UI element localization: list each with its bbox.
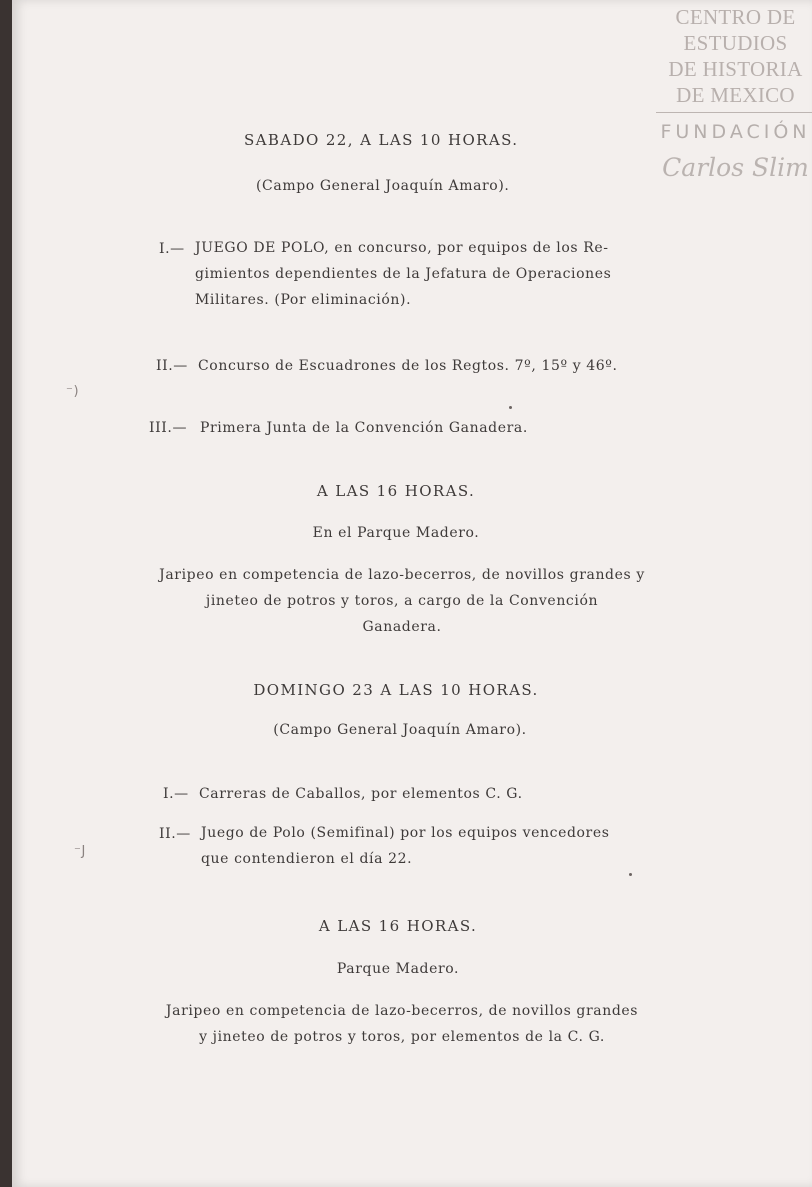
document-page xyxy=(12,0,812,1187)
margin-mark: ⁻J xyxy=(74,844,86,859)
sunday-afternoon-heading: A LAS 16 HORAS. xyxy=(318,917,478,935)
saturday-location: (Campo General Joaquín Amaro). xyxy=(256,178,510,194)
jaripeo-line: y jineteo de potros y toros, por elementos de la C. G. xyxy=(199,1029,605,1045)
item-line: que contendieron el día 22. xyxy=(201,851,413,867)
watermark-line: DE HISTORIA xyxy=(668,57,803,81)
saturday-jaripeo xyxy=(132,562,672,640)
sunday-jaripeo xyxy=(122,998,682,1050)
watermark-divider xyxy=(656,112,812,113)
saturday-afternoon-location: En el Parque Madero. xyxy=(312,525,480,541)
item-line: JUEGO DE POLO, en concurso, por equipos de los Re- xyxy=(195,240,609,256)
item-number: III.— xyxy=(149,420,188,436)
watermark-fundacion: FUNDACIÓN xyxy=(660,121,811,143)
watermark-signature: Carlos Slim xyxy=(662,153,809,182)
sunday-item-polo xyxy=(201,820,671,872)
sunday-item-carreras: Carreras de Caballos, por elementos C. G. xyxy=(199,786,523,802)
jaripeo-line: Jaripeo en competencia de lazo-becerros, de novillos grandes xyxy=(165,1003,639,1019)
sunday-heading: DOMINGO 23 A LAS 10 HORAS. xyxy=(253,681,539,699)
item-number: II.— xyxy=(159,826,191,842)
paper-speck xyxy=(629,873,632,876)
paper-speck xyxy=(509,406,512,409)
item-number: I.— xyxy=(159,241,185,257)
saturday-item-escuadrones: Concurso de Escuadrones de los Regtos. 7º, 15º y 46º. xyxy=(198,358,618,374)
saturday-afternoon-heading: A LAS 16 HORAS. xyxy=(316,482,476,500)
saturday-item-junta: Primera Junta de la Convención Ganadera. xyxy=(200,420,528,436)
sunday-location: (Campo General Joaquín Amaro). xyxy=(273,722,527,738)
item-number: II.— xyxy=(156,358,188,374)
item-line: Militares. (Por eliminación). xyxy=(195,292,412,308)
archive-watermark xyxy=(647,4,812,181)
jaripeo-line: Jaripeo en competencia de lazo-becerros, de novillos grandes y xyxy=(159,567,645,583)
watermark-line: DE MEXICO xyxy=(676,83,795,107)
watermark-line: ESTUDIOS xyxy=(683,31,788,55)
item-number: I.— xyxy=(163,786,189,802)
item-line: Juego de Polo (Semifinal) por los equipos vencedores xyxy=(201,825,610,841)
jaripeo-line: Ganadera. xyxy=(362,619,442,635)
watermark-line: CENTRO DE xyxy=(675,5,796,29)
sunday-afternoon-location: Parque Madero. xyxy=(336,961,460,977)
jaripeo-line: jineteo de potros y toros, a cargo de la Convención xyxy=(205,593,599,609)
saturday-heading: SABADO 22, A LAS 10 HORAS. xyxy=(244,131,519,149)
margin-mark: ⁻) xyxy=(66,384,80,399)
saturday-item-polo xyxy=(195,235,675,313)
item-line: gimientos dependientes de la Jefatura de Operaciones xyxy=(195,266,612,282)
